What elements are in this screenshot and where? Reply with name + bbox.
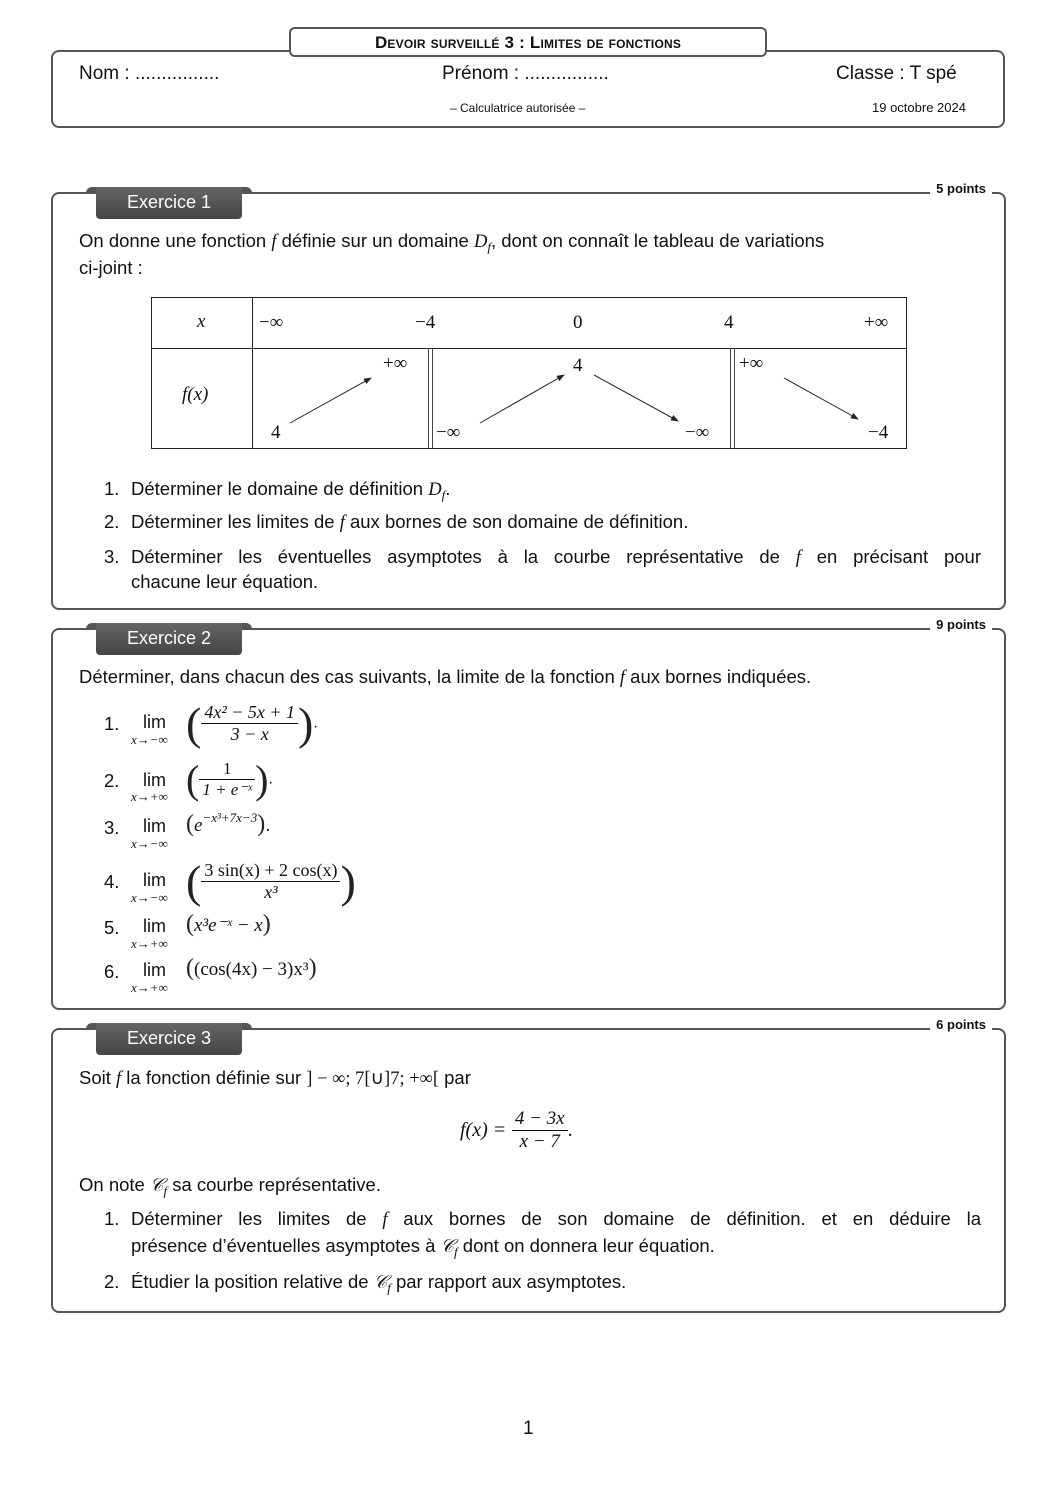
- exercise-1-question-2: Déterminer les limites de f aux bornes de son domaine de définition.: [131, 511, 689, 533]
- exercise-2-points: 9 points: [930, 617, 992, 632]
- table-x-value: −∞: [259, 312, 284, 333]
- table-x-label: x: [197, 311, 206, 332]
- arrow-increasing: [290, 378, 371, 423]
- question-number: 3.: [104, 817, 120, 838]
- variation-arrows: [152, 298, 908, 450]
- table-f-value: −∞: [685, 422, 710, 443]
- question-number: 5.: [104, 917, 120, 938]
- exercise-1-intro: On donne une fonction f définie sur un domaine $D_f$, dont on connaît le tableau de variations: [79, 230, 825, 255]
- exam-title: Devoir surveillé 3 : Limites de fonctions: [289, 27, 767, 57]
- question-number: 4.: [104, 871, 120, 892]
- exercise-3-question-2: Étudier la position relative de 𝒞$_f$ par rapport aux asymptotes.: [131, 1271, 627, 1296]
- table-fx-label: f(x): [182, 384, 209, 405]
- exercise-3-question-1-cont: présence d’éventuelles asymptotes à 𝒞$_f$ dont on donnera leur équation.: [131, 1235, 715, 1260]
- nom-field: Nom : ................: [79, 63, 220, 84]
- arrow-decreasing: [784, 378, 858, 419]
- exercise-2-title: Exercice 2: [96, 623, 242, 655]
- question-number: 2.: [104, 770, 120, 791]
- exercise-1-question-3: Déterminer les éventuelles asymptotes à la courbe représentative de f en précisant pour: [131, 546, 981, 568]
- exercise-2-intro: Déterminer, dans chacun des cas suivants, la limite de la fonction f aux bornes indiquées.: [79, 666, 812, 688]
- table-f-value: 4: [573, 355, 583, 376]
- question-number: 1.: [104, 1208, 120, 1229]
- table-x-value: 4: [724, 312, 734, 333]
- table-f-value: +∞: [383, 353, 408, 374]
- classe-label: Classe : T spé: [836, 63, 957, 84]
- exercise-1-question-3-cont: chacune leur équation.: [131, 571, 319, 592]
- table-x-value: +∞: [864, 312, 889, 333]
- variation-table: [151, 297, 907, 449]
- page-number: 1: [523, 1418, 534, 1439]
- exercise-3-note: On note 𝒞$_f$ sa courbe représentative.: [79, 1174, 381, 1199]
- prenom-field: Prénom : ................: [442, 63, 609, 84]
- exercise-1-question-1: Déterminer le domaine de définition $D_f$.: [131, 478, 451, 503]
- arrow-decreasing: [594, 375, 678, 421]
- arrow-increasing: [480, 375, 564, 423]
- table-f-value: −4: [868, 422, 889, 443]
- exercise-1-points: 5 points: [930, 181, 992, 196]
- question-number: 1.: [104, 478, 120, 499]
- table-f-value: −∞: [436, 422, 461, 443]
- exercise-1-title: Exercice 1: [96, 187, 242, 219]
- table-f-value: 4: [271, 422, 281, 443]
- exercise-1-intro-cont: ci-joint :: [79, 257, 143, 278]
- question-number: 2.: [104, 511, 120, 532]
- question-number: 2.: [104, 1271, 120, 1292]
- exercise-3-formula: f(x) = $\frac{4 - 3x}{x - 7}$ .: [460, 1108, 573, 1152]
- table-f-value: +∞: [739, 353, 764, 374]
- exercise-3-intro: Soit f la fonction définie sur ] − ∞; 7[∪]7; +∞[ par: [79, 1067, 471, 1089]
- question-number: 6.: [104, 961, 120, 982]
- table-x-value: 0: [573, 312, 583, 333]
- calculator-note: – Calculatrice autorisée –: [450, 101, 586, 115]
- exam-date: 19 octobre 2024: [872, 100, 966, 115]
- question-number: 1.: [104, 713, 120, 734]
- exercise-3-points: 6 points: [930, 1017, 992, 1032]
- question-number: 3.: [104, 546, 120, 567]
- table-x-value: −4: [415, 312, 436, 333]
- header-box: [51, 50, 1005, 128]
- exercise-3-title: Exercice 3: [96, 1023, 242, 1055]
- exercise-3-question-1: Déterminer les limites de f aux bornes de son domaine de définition. et en déduire la: [131, 1208, 981, 1230]
